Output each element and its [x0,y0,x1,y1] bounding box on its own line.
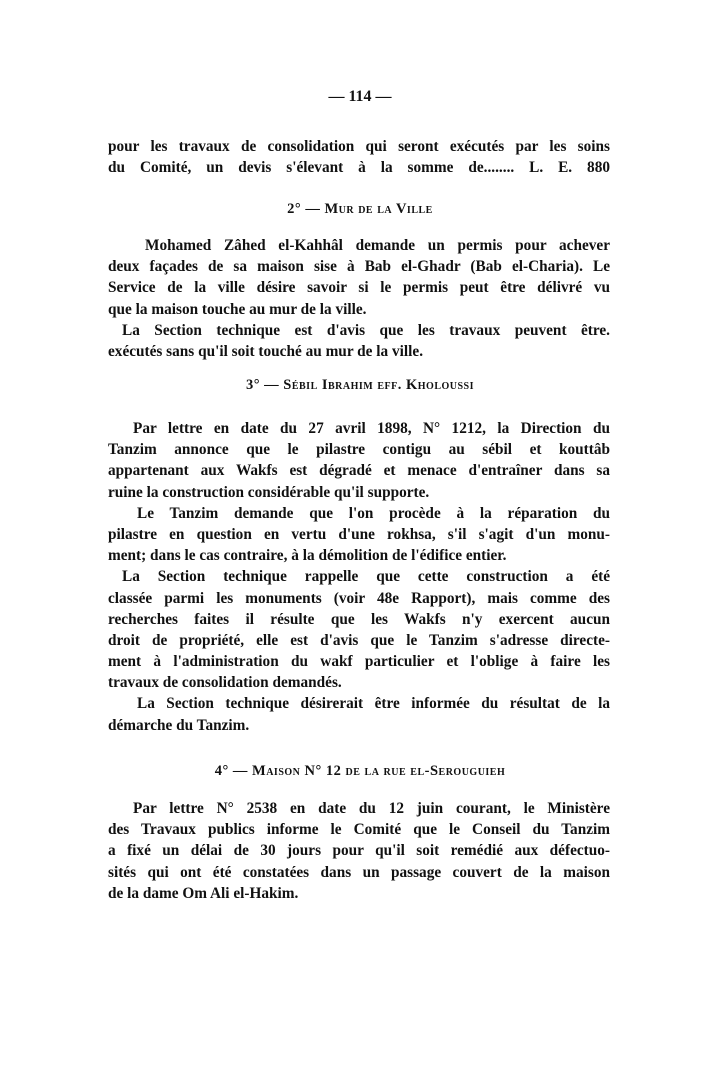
text-line: travaux de consolidation demandés. [108,674,342,692]
text-line: La Section technique est d'avis que les travaux peuvent être. [122,321,610,339]
section-heading-2: 2° — Mur de la Ville [287,201,433,217]
text-line: du Comité, un devis s'élevant à la somme de........ L. E. 880 [108,159,610,177]
text-line: ruine la construction considérable qu'il supporte. [108,483,430,501]
text-line: Le Tanzim demande que l'on procède à la réparation du [137,504,610,522]
text-line: sités qui ont été constatées dans un passage couvert de la maison [108,863,610,881]
section-heading-3: 3° — Sébil Ibrahim eff. Kholoussi [245,377,475,393]
text-line: La Section technique rappelle que cette construction a été [122,568,610,586]
text-line: pour les travaux de consolidation qui seront exécutés par les soins [108,138,610,155]
text-line: pilastre en question en vertu d'une rokhsa, s'il s'agit d'un monu- [108,525,610,543]
text-line: La Section technique désirerait être informée du résultat de la [137,695,610,713]
text-line: classée parmi les monuments (voir 48e Rapport), mais comme des [108,589,610,607]
text-line: Service de la ville désire savoir si le permis peut être délivré vu [108,279,610,297]
text-line: de la dame Om Ali el-Hakim. [108,884,299,902]
text-line: ment à l'administration du wakf particulier et l'oblige à faire les [108,653,610,671]
text-line: droit de propriété, elle est d'avis que le Tanzim s'adresse directe- [108,631,610,649]
text-line: recherches faites il résulte que les Wakfs n'y exercent aucun [108,610,610,628]
text-line: appartenant aux Wakfs est dégradé et menace d'entraîner dans sa [108,462,610,480]
text-line: Par lettre en date du 27 avril 1898, N° 1212, la Direction du [133,420,610,437]
text-line: deux façades de sa maison sise à Bab el-Ghadr (Bab el-Charia). Le [108,258,610,276]
section-heading-4: 4° — Maison N° 12 de la rue el-Serouguieh [214,763,506,779]
text-line: ment; dans le cas contraire, à la démolition de l'édifice entier. [108,547,507,565]
text-line: démarche du Tanzim. [108,716,250,734]
page-number: — 114 — [328,88,392,105]
paragraph-continuation [108,136,610,178]
text-line: que la maison touche au mur de la ville. [108,300,367,318]
text-line: Tanzim annonce que le pilastre contigu au sébil et kouttâb [108,441,610,459]
text-line: Mohamed Zâhed el-Kahhâl demande un permis pour achever [145,237,610,254]
text-line: exécutés sans qu'il soit touché au mur de la ville. [108,342,424,360]
section-3-body [108,418,610,736]
section-2-body [108,235,610,362]
text-line: a fixé un délai de 30 jours pour qu'il soit remédié aux défectuo- [108,842,610,860]
text-line: des Travaux publics informe le Comité que le Conseil du Tanzim [108,821,610,839]
text-line: Par lettre N° 2538 en date du 12 juin courant, le Ministère [133,800,610,817]
section-4-body [108,798,610,904]
